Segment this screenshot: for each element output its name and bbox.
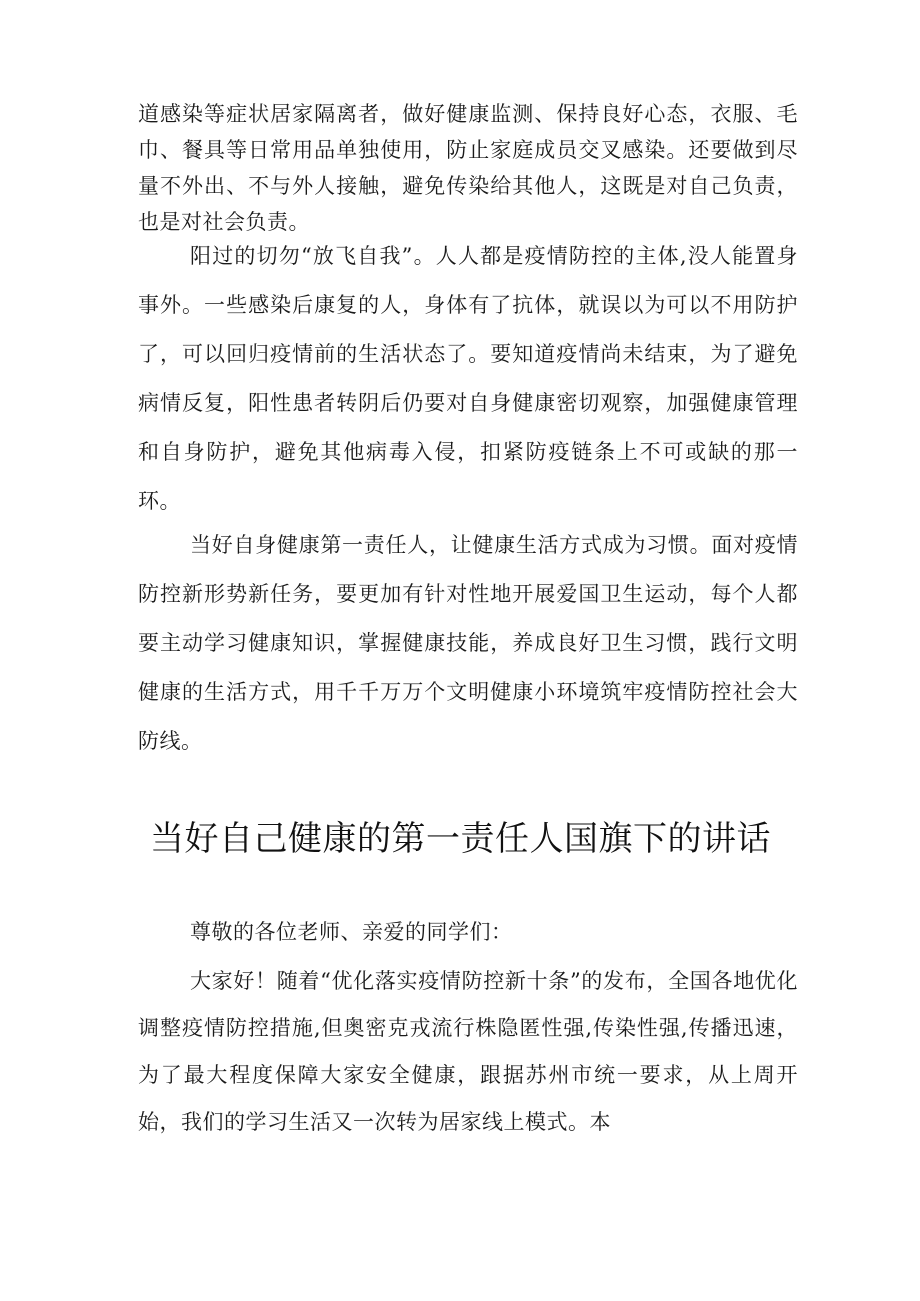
paragraph-isolation-guidance: 道感染等症状居家隔离者，做好健康监测、保持良好心态，衣服、毛巾、餐具等日常用品单独使用，防止家庭成员交叉感染。还要做到尽量不外出、不与外人接触，避免传染给其他人，这既是对自己负责，也是对社会负责。	[138, 102, 798, 234]
paragraph-health-responsibility: 当好自身健康第一责任人，让健康生活方式成为习惯。面对疫情防控新形势新任务，要更加有针对性地开展爱国卫生运动，每个人都要主动学习健康知识，掌握健康技能，养成良好卫生习惯，践行文明健康的生活方式，用千千万万个文明健康小环境筑牢疫情防控社会大防线。	[138, 533, 798, 753]
paragraph-recovered-caution: 阳过的切勿“放飞自我”。人人都是疫情防控的主体,没人能置身事外。一些感染后康复的人，身体有了抗体，就误以为可以不用防护了，可以回归疫情前的生活状态了。要知道疫情尚未结束，为了避免病情反复，阳性患者转阴后仍要对自身健康密切观察，加强健康管理和自身防护，避免其他病毒入侵，扣紧防疫链条上不可或缺的那一环。	[138, 244, 798, 513]
speech-title: 当好自己健康的第一责任人国旗下的讲话	[150, 819, 771, 859]
speech-opening-paragraph: 大家好！随着“优化落实疫情防控新十条”的发布，全国各地优化调整疫情防控措施,但奥密克戎流行株隐匿性强,传染性强,传播迅速，为了最大程度保障大家安全健康，跟据苏州市统一要求，从上周开始，我们的学习生活又一次转为居家线上模式。本	[138, 969, 798, 1134]
speech-greeting: 尊敬的各位老师、亲爱的同学们：	[190, 920, 513, 944]
